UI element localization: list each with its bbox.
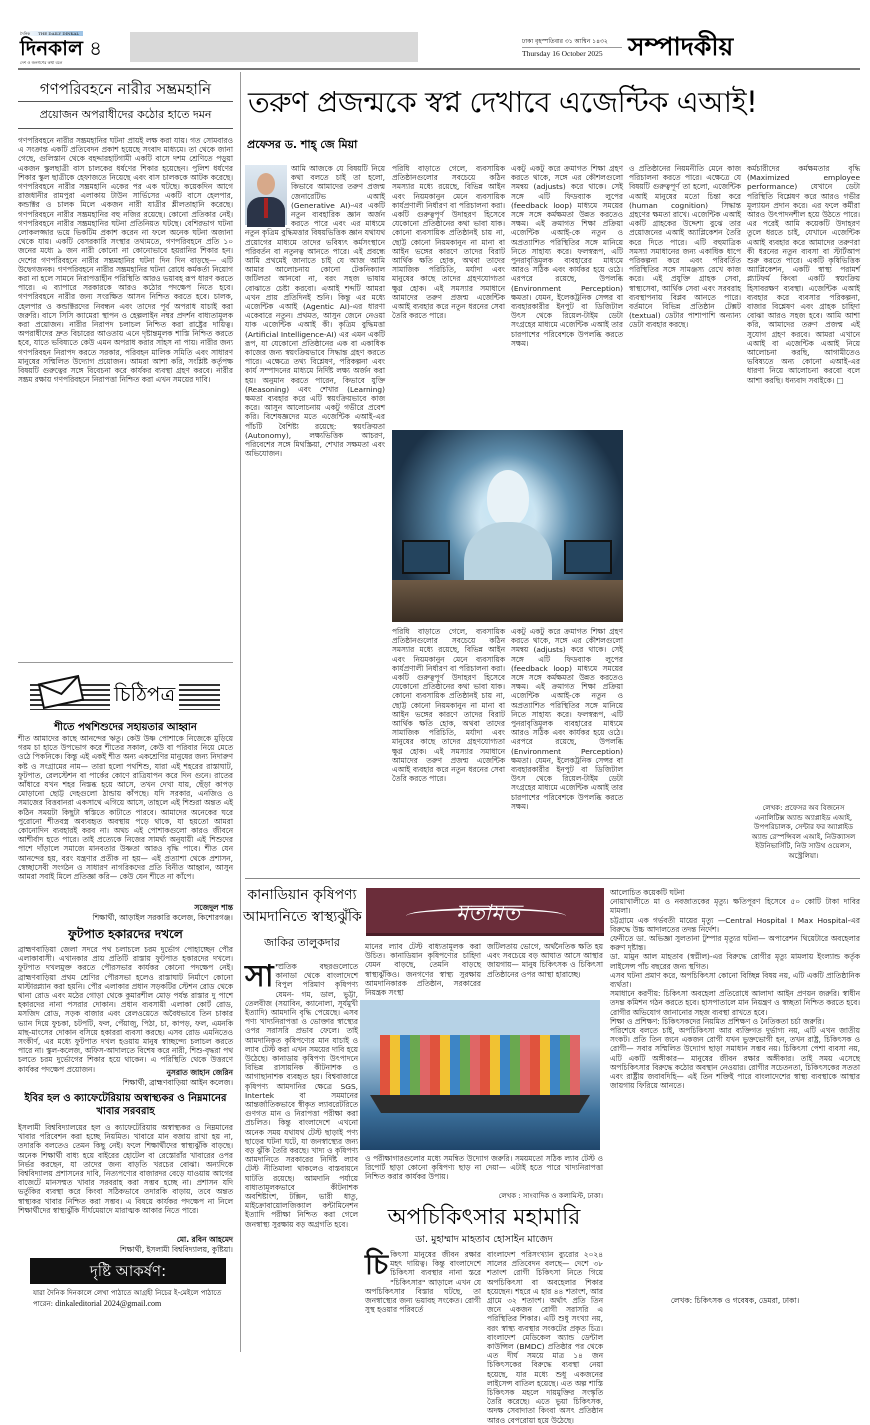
letter-author-affiliation: শিক্ষার্থী, আড়াইল সরকারি কলেজ, কিশোরগঞ্জ। (92, 912, 233, 922)
canada-byline: জাকির তালুকদার (264, 936, 340, 949)
letter-title: ফুটপাত হকারদের দখলে (68, 927, 183, 941)
letter-author (18, 903, 233, 922)
letter-body: ব্রাহ্মণবাড়িয়া জেলা সদরে পথ চলাচলে চরম দুর্ভোগ পোহাচ্ছেন পৌর এলাকাবাসী। এখানকার প্রায় প্রতিটি রাস্তায় ফুটপাত হকারদের দখলে। ফুটপাত দখলমুক্ত করতে পৌরসভার কার্যকর কোনো পদক্ষেপ নেই। ব্রাহ্মণবাড়িয়া প্রথম শ্রেণির পৌরসভা হলেও রাস্তাঘাট নির্মাণে কোনো মাস্টারপ্ল্যান করা হয়নি। পৌর এলাকার প্রধান সড়কটির স্টেশন রোড থেকে থানা রোড এবং মঠের গোড়া থেকে কুমারশীল মোড় পর্যন্ত রাস্তার দু পাশে হকারদের নানা পসরার দোকান। প্রধান ব্যবসায়ী এলাকা কোর্ট রোড, মসজিদ রোড, সড়ক বাজার এবং রেলওয়েতে অবৈধভাবে তিন চাকার ভ্যান দিয়ে ফুচকা, চটপটি, ফল, পেঁয়াজু, পিঠা, চা, কাপড়, ফল, এমনকি মাছ-মাংসের দোকান বসিয়ে হকাররা ব্যবসা করছে। এসব রোড এমনিতেও সংকীর্ণ, এর মধ্যে ফুটপাত দখল হওয়ায় মানুষ স্বাচ্ছন্দ্যে চলাচল করতে পারে না। স্কুল-কলেজ, অফিস-আদালতে বিশেষ করে নারী, শিশু-বৃদ্ধরা পথ চলতে চরম দুর্ভোগের শিকার হয়ে থাকেন। এ পরিস্থিতি থেকে উত্তরণে কার্যকর পদক্ষেপ প্রয়োজন। (18, 945, 233, 1074)
lead-column-wrap (245, 164, 385, 856)
editorial-title-rule (18, 101, 233, 102)
letter-author-affiliation: শিক্ষার্থী, ব্রাহ্মণবাড়িয়া আইন কলেজ। (122, 1077, 233, 1087)
date-block (522, 36, 622, 59)
photo-tie (264, 198, 268, 218)
opinion-banner (366, 888, 604, 936)
quack-text: জটিলতায় ভোগে, অর্থনৈতিক ক্ষতি হয় এবং সবচেয়ে বড় আঘাত আসে আস্থার জায়গায়— মানুষ চিকিৎসক ও চিকিৎসা প্রতিষ্ঠানের ওপর আস্থা হারাচ্ছে। (487, 942, 603, 979)
canada-author-note: লেখক : সাংবাদিক ও কলামিস্ট, ঢাকা। (498, 1192, 603, 1200)
editorial-title: গণপরিবহনে নারীর সম্ভ্রমহানি (39, 80, 212, 98)
notice-text-block (33, 1289, 233, 1309)
header-rule (18, 68, 860, 70)
date-bengali: ঢাকা বৃহস্পতিবার ৩১ আশ্বিন ১৪৩২ (522, 38, 608, 45)
lead-column: একটু একটু করে ক্রমাগত শিক্ষা গ্রহণ করতে থাকে, সঙ্গে এর কৌশলগুলো সমন্বয় (adjusts) করে থাকে। সেই সঙ্গে এটি ফিডব্যাক লুপের (feedback loop) মাধ্যমে সময়ের সঙ্গে সঙ্গে কর্মক্ষমতা উন্নত করতেও সক্ষম। এই ক্রমাগত শিক্ষা প্রক্রিয়া এজেন্টিক এআই-কে নতুন ও অপ্রত্যাশিত পরিস্থিতির সঙ্গে মানিয়ে নিতে সাহায্য করে। ফলস্বরূপ, এটি পুনরাবৃত্তিমূলক ব্যবহারের মাধ্যমে আরও সঠিক এবং কার্যকর হয়ে ওঠে। এরপরে রয়েছে, উপলব্ধি (Environment Perception) ক্ষমতা। যেমন, ইলেকট্রনিক সেন্সর বা ব্যবহারকারীর ইনপুট বা ডিজিটাল উৎস থেকে রিয়েল-টাইম ডেটা সংগ্রহের মাধ্যমে এজেন্টিক এআই তার চারপাশের পরিবেশকে উপলব্ধি করতে সক্ষম। (511, 164, 623, 348)
canada-text: ম্প্রতিক বছরগুলোতে কানাডা থেকে বাংলাদেশে বিপুল পরিমাণ কৃষিপণ্য যেমন- গম, ডাল, ভুট্টা, তেলবীজ (সয়াবিন, ক্যানোলা, সূর্যমুখী ইত্যাদি) আমদানি বৃদ্ধি পেয়েছে। এসব পণ্য খাদ্যনিরাপত্তা ও ভোক্তার স্বাস্থ্যের ওপর সরাসরি প্রভাব ফেলে। তাই আমদানিকৃত কৃষিপণ্যের মান যাচাই ও ল্যাব টেস্ট করা এখন সময়ের দাবি হয়ে উঠেছে। কানাডায় কৃষিপণ্য উৎপাদনে বিভিন্ন রাসায়নিক কীটনাশক ও আগাছানাশক ব্যবহৃত হয়। বিশ্ববাজারে কৃষিপণ্য আমদানির ক্ষেত্রে SGS, Intertek বা সমমানের আন্তর্জাতিকভাবে স্বীকৃত ল্যাবরেটরিতে গুণগত মান ও নিরাপত্তা পরীক্ষা করা প্রচলিত। কিন্তু বাংলাদেশে এখনো অনেক সময় যথাযথ টেস্ট ছাড়াই পণ্য ছাড়ের ঘটনা ঘটে, যা জনস্বাস্থ্যের জন্য বড় ঝুঁকি তৈরি করছে। খাদ্য ও কৃষিপণ্য আমদানিতে সরকারের নির্দিষ্ট ল্যাব টেস্ট নীতিমালা থাকলেও বাস্তবায়নে ঘাটতি রয়েছে। আমদানি পর্যায়ে বাধ্যতামূলকভাবে কীটনাশক অবশিষ্টাংশ, টক্সিন, ভারী ধাতু, মাইক্রোবায়োলজিক্যাল কন্টামিনেশন ইত্যাদি পরীক্ষা নিশ্চিত করা গেলে জনস্বাস্থ্য সুরক্ষায় বড় অগ্রগতি হবে। (245, 962, 358, 1229)
ship-hull (370, 1095, 590, 1113)
envelope-icon (36, 674, 86, 710)
canada-text: মানের ল্যাব টেস্ট বাধ্যতামূলক করা উচিত। কানাডিয়ান কৃষিপণ্যের চাহিদা যেমন বাড়ছে, তেমনি বাড়ছে স্বাস্থ্যঝুঁকিও। জনগণের স্বাস্থ্য সুরক্ষায় আমদানিকারক প্রতিষ্ঠান, সরকারের নিয়ন্ত্রক সংস্থা (365, 942, 481, 998)
monitor-left (402, 540, 450, 574)
quack-headline: অপচিকিৎসার মহামারি (387, 1205, 581, 1230)
ai-head-figure (487, 470, 529, 526)
page-number: ৪ (89, 36, 103, 60)
date-english: Thursday 16 October 2025 (522, 47, 622, 59)
logo-tagline: দেশ ও জনগণের কথা বলে (20, 60, 63, 65)
lead-column: ও প্রতিষ্ঠানের নিয়মনীতি মেনে কাজ পরিচালনা করতে পারে। এক্ষেত্রে যে বিষয়টি গুরুত্বপূর্ণ তা হলো, এজেন্টিক এআই মানুষের মতো চিন্তা করে (human cognition) সিদ্ধান্ত গ্রহণের ক্ষমতা রাখে। এজেন্টিক এআই একটি গ্রাহকের উদ্দেশ্য বুঝে তার প্রয়োজনের এআই অ্যাপ্লিকেশন তৈরি করে দিতে পারে। এটি বহুমাত্রিক সমস্যা সমাধানের জন্য একাধিক ধাপে পরিকল্পনা করে এবং পরিবর্তিত পরিস্থিতির সঙ্গে সামঞ্জস্য রেখে কাজ করে। এই প্রযুক্তি গ্রাহক সেবা, স্বাস্থ্যসেবা, আর্থিক সেবা এবং সরবরাহ ব্যবস্থাপনায় বিপ্লব আনতে পারে। বর্তমানে বিভিন্ন প্রতিষ্ঠান টেক্সট (textual) ডেটার পাশাপাশি অন্যান্য ডেটা ব্যবহার করছে। (629, 164, 741, 330)
column-divider (240, 72, 241, 1352)
opinion-banner-title: মতামত (456, 901, 520, 926)
letters-logo (30, 672, 230, 717)
masthead-logo[interactable] (20, 31, 83, 65)
lead-column: একটু একটু করে ক্রমাগত শিক্ষা গ্রহণ করতে থাকে, সঙ্গে এর কৌশলগুলো সমন্বয় (adjusts) করে থাকে। সেই সঙ্গে এটি ফিডব্যাক লুপের (feedback loop) মাধ্যমে সময়ের সঙ্গে সঙ্গে কর্মক্ষমতা উন্নত করতেও সক্ষম। এই ক্রমাগত শিক্ষা প্রক্রিয়া এজেন্টিক এআই-কে নতুন ও অপ্রত্যাশিত পরিস্থিতির সঙ্গে মানিয়ে নিতে সাহায্য করে। ফলস্বরূপ, এটি পুনরাবৃত্তিমূলক ব্যবহারের মাধ্যমে আরও সঠিক এবং কার্যকর হয়ে ওঠে। এরপরে রয়েছে, উপলব্ধি (Environment Perception) ক্ষমতা। যেমন, ইলেকট্রনিক সেন্সর বা ব্যবহারকারীর ইনপুট বা ডিজিটাল উৎস থেকে রিয়েল-টাইম ডেটা সংগ্রহের মাধ্যমে এজেন্টিক এআই তার চারপাশের পরিবেশকে উপলব্ধি করতে সক্ষম। (511, 627, 623, 811)
letters-rule (18, 662, 233, 663)
quack-byline: ডা. মুহাম্মাদ মাহতাব হোসাইন মাজেদ (415, 1234, 553, 1245)
letters-section-title: চিঠিপত্র (110, 680, 179, 713)
logo-text: দিনকাল (20, 36, 83, 60)
masthead (20, 28, 102, 68)
lead-column: পরিধি বাড়াতে গেলে, ব্যবসায়িক প্রতিষ্ঠানগুলোর সবচেয়ে কঠিন সমস্যার মধ্যে রয়েছে, বিভিন্ন আইন এবং নিয়মকানুন মেনে ব্যবসায়িক কার্যপ্রণালী নির্ধারণ বা পরিচালনা করা। একটি গুরুত্বপূর্ণ উদাহরণ হিসেবে যেকোনো প্রতিষ্ঠানের কথা ভাবা যাক। কোনো ব্যবসায়িক প্রতিষ্ঠানই চায় না, ছোট্ট কোনো নিয়মকানুন না মানা বা আইন ভঙ্গের কারণে তাদের বিরাট আর্থিক ক্ষতি হোক, অথবা তাদের সামাজিক পরিচিতি, মর্যাদা এবং মানুষের কাছে তাদের গ্রহণযোগ্যতা ক্ষুণ্ণ হোক। এই সমস্যার সমাধানে আমাদের তরুণ প্রজন্ম এজেন্টিক এআই ব্যবহার করে নতুন ধরনের সেবা তৈরি করতে পারে। (392, 627, 505, 784)
lead-byline: প্রফেসর ড. শাহ্ জে মিয়া (247, 138, 358, 151)
editorial-subtitle: প্রয়োজন অপরাধীদের কঠোর হাতে দমন (39, 108, 212, 121)
section-rule (245, 878, 860, 879)
logo-top-text: দৈনিক (20, 31, 31, 36)
notice-banner: দৃষ্টি আকর্ষণ: (30, 1258, 226, 1284)
letter-author-name: নুসরাত জাহান জেরিন (166, 1068, 233, 1077)
ai-illustration (392, 430, 623, 622)
ai-desk (392, 580, 623, 622)
section-title: সম্পাদকীয় (628, 32, 734, 61)
quack-text: কিৎসা মানুষের জীবন রক্ষার মহৎ দায়িত্ব। কিন্তু বাংলাদেশে চিকিৎসা ব্যবস্থার নানা স্তরে "চিকিৎসার" আড়ালে এখন যে অপচিকিৎসার বিস্তার ঘটছে, তা জনস্বাস্থ্যের জন্য ভয়াবহ সংকেত। রোগী সুস্থ হওয়ার পরিবর্তে (365, 1250, 481, 1315)
canada-headline-line1: কানাডিয়ান কৃষিপণ্য (247, 887, 357, 903)
monitor-right (564, 540, 612, 574)
ai-figure-body (464, 522, 552, 582)
quack-text: বাংলাদেশ পরিসংখ্যান ব্যুরোর ২০২৪ সালের প্রতিবেদন বলছে— দেশে ৩৮ শতাংশ রোগী চিকিৎসা নিতে গিয়ে অপচিকিৎসা বা অবহেলার শিকার হয়েছেন। শহরে এ হার ৪৪ শতাংশ, আর গ্রামে ৩২ শতাংশ। অর্থাৎ প্রতি তিন জনে একজন রোগী সরাসরি এ পরিস্থিতির শিকার। এটি শুধু সংখ্যা নয়, বরং স্বাস্থ্য ব্যবস্থার সংকটের প্রকৃত চিত্র। বাংলাদেশ মেডিকেল অ্যান্ড ডেন্টাল কাউন্সিল (BMDC) প্রতিষ্ঠার পর থেকে এত দীর্ঘ সময়ে মাত্র ১৪ জন চিকিৎসকের বিরুদ্ধে ব্যবস্থা নেয়া হয়েছে, যার মধ্যে শুধু একজনের লাইসেন্স বাতিল হয়েছে। এত অল্প শাস্তি চিকিৎসক মহলে দায়মুক্তির সংস্কৃতি তৈরি করেছে। এতে ভুয়া চিকিৎসক, অদক্ষ সেবাদাতা কিংবা অসৎ প্রতিষ্ঠান আরও বেপরোয়া হয়ে উঠেছে। (487, 1250, 603, 1425)
cargo-ship-photo (360, 1000, 600, 1150)
ship-containers (380, 1035, 580, 1095)
letter-author (18, 1068, 233, 1087)
letter-author (18, 1235, 233, 1254)
notice-email-link[interactable]: dinkaleditorial 2024@gmail.com (55, 1298, 162, 1308)
quack-right-column: আলোচিত কয়েকটি ঘটনা নোয়াখালীতে মা ও নবজাতকের মৃত্যু। ক্ষতিপূরণ হিসেবে ৫০ কোটি টাকা দাবির মামলা। চট্টগ্রামে এক গর্ভবতী মায়ের মৃত্যু —Central Hospital I Max Hospital-এর বিরুদ্ধে উচ্চ আদালতের তদন্ত নির্দেশ। ফেনীতে ডা. অভিজ্ঞা সুলতানা টুম্পার মৃত্যুর ঘটনা— অপারেশন থিয়েটারে অবহেলার করুণ দৃষ্টান্ত। ডা. মামুন আল মাহতাব (স্বপ্নীল)-এর বিরুদ্ধে রোগীর মৃত্যু মামলায় ইংল্যান্ড কর্তৃক লাইসেন্স পাঁচ বছরের জন্য স্থগিত। এসব ঘটনা প্রমাণ করে, অপচিকিৎসা কোনো বিচ্ছিন্ন বিষয় নয়, এটি একটি প্রাতিষ্ঠানিক ব্যর্থতা। সমাধানে করণীয়: চিকিৎসা অবহেলা প্রতিরোধে আলাদা আইন প্রণয়ন জরুরি। স্বাধীন তদন্ত কমিশন গঠন করতে হবে। হাসপাতালে মান নিয়ন্ত্রণ ও স্বচ্ছতা নিশ্চিত করতে হবে। রোগীর অভিযোগ জানানোর সহজ ব্যবস্থা রাখতে হবে। শিক্ষা ও প্রশিক্ষণ: চিকিৎসকদের নিয়মিত প্রশিক্ষণ ও নৈতিকতা চর্চা জরুরি। পরিশেষে বলতে চাই, অপচিকিৎসা আর ব্যক্তিগত দুর্ভাগ্য নয়, এটি এখন জাতীয় সংকট। প্রতি তিন জনে একজন রোগী যখন ভুক্তভোগী হন, তখন রাষ্ট্র, চিকিৎসক ও রোগী— সবার সম্মিলিত উদ্যোগ ছাড়া সমাধান সম্ভব নয়। চিকিৎসা পেশা ব্যবসা নয়, এটি একটি অঙ্গীকার— মানুষের জীবন রক্ষার অঙ্গীকার। তাই সময় এসেছে অপচিকিৎসার বিরুদ্ধে কঠোর অবস্থান নেওয়ার। রোগীর সচেতনতা, চিকিৎসকের সততা এবং রাষ্ট্রীয় জবাবদিহি— এই তিন শক্তিই পারে বাংলাদেশের স্বাস্থ্য ব্যবস্থাকে আস্থার জায়গায় ফিরিয়ে আনতে। (610, 888, 861, 1091)
editorial-body: গণপরিবহনে নারীর সম্ভ্রমহানির ঘটনা প্রায়ই লক্ষ করা যায়। গত সোমবারও এ সংক্রান্ত একটি প্রতিবেদন প্রকাশ হয়েছে সংবাদ মাধ্যমে। তা থেকে জানা গেছে, গুলিস্তান থেকে বহদ্দারহাটগামী একটি বাসে দশম শ্রেণিতে পড়ুয়া একজন স্কুলছাত্রী বাস চালকের ধর্ষণের শিকার হয়েছেন। পুলিশ ধর্ষণের শিকার স্কুল ছাত্রীকে হেফাজতে নিয়েছে এবং বাস চালককে আটক করেছে। গণপরিবহনে নারীর সম্ভ্রমহানি একের পর এক ঘটছে। কয়েকদিন আগে রাজধানীর রামপুরা এলাকায় টাউন সার্ভিসের একটি বাসে হেলপার, কন্ডাক্টর ও চালক মিলে একজন নারী যাত্রীর শ্লীলতাহানি করেছে। গণপরিবহনে নারীর সম্ভ্রমহানির বহু নজির রয়েছে। কোনো প্রতিকার নেই। গণপরিবহনে নারীর সম্ভ্রমহানির ঘটনা প্রতিনিয়ত ঘটছে। বেশিরভাগ ঘটনা লোকলজ্জার ভয়ে ভিকটিম প্রকাশ করেন না ফলে অনেক ঘটনা অজানা থেকে যায়। একটি বেসরকারি সংস্থার তথ্যমতে, গণপরিবহনে প্রতি ১০ জনের মধ্যে ৯ জন নারী কোনো না কোনোভাবে হয়রানির শিকার হন। দেশের গণপরিবহনে নারীর সম্ভ্রমহানির ঘটনা দিন দিন বাড়ছে— এটি উদ্বেগজনক। গণপরিবহনে নারীর সম্ভ্রমহানির ঘটনা রোধে কর্মকর্তা নিয়োগ করা না হলে সামনে নিরাপত্তাহীন পরিস্থিতি আরও ভয়াবহ রূপ ধারণ করতে পারে। এ ব্যাপারে সরকারকে আরও কঠোর পদক্ষেপ নিতে হবে। গণপরিবহনে নারীর জন্য সংরক্ষিত আসন নিশ্চিত করতে হবে। চালক, হেলপার ও কন্ডাক্টরদের নিবন্ধন এবং তাদের পূর্ব অপরাধ যাচাই করা জরুরি। বাসে সিসি ক্যামেরা স্থাপন ও হেল্পলাইন নম্বর প্রদর্শন বাধ্যতামূলক করা প্রয়োজন। নারীর নিরাপদ চলাচল নিশ্চিত করা রাষ্ট্রের দায়িত্ব। অপরাধীদের দ্রুত বিচারের আওতায় এনে দৃষ্টান্তমূলক শাস্তি নিশ্চিত করতে হবে, যাতে ভবিষ্যতে কেউ এমন অপরাধ করার সাহস না পায়। নারীর জন্য গণপরিবহন নিরাপদ করতে সরকার, পরিবহন মালিক সমিতি এবং সাধারণ মানুষের সম্মিলিত উদ্যোগ প্রয়োজন। আমরা আশা করি, সংশ্লিষ্ট কর্তৃপক্ষ বিষয়টি গুরুত্বের সঙ্গে বিবেচনা করে কার্যকর ব্যবস্থা গ্রহণ করবে। নারীর সম্ভ্রম রক্ষায় গণপরিবহনে নিরাপত্তা নিশ্চিত করা এখন সময়ের দাবি। (18, 136, 233, 385)
lead-column: আমি আজকে যে বিষয়টি নিয়ে কথা বলতে চাই তা হলো, কিভাবে আমাদের তরুণ প্রজন্ম জেনারেটিভ এআই (Generative AI)-এর একটি নতুন ব্যবহারিক জ্ঞান অর্জন করতে পারে এবং এর মাধ্যমে নতুন কৃত্রিম বুদ্ধিমত্তার বিষয়ভিত্তিক জ্ঞান যথাযথ প্রয়োগের মাধ্যমে তাদের ভবিষ্যৎ কর্মসংস্থানে পরিবর্তন বা নতুনত্ব আনতে পারে। এই প্রবন্ধে আমি প্রথমেই জানাতে চাই যে আজ আমি আমার আলোচনায় কোনো টেকনিক্যাল জটিলতা আনবো না, বরং সহজ ভাষায় বোঝাতে চেষ্টা করবো। এআই শব্দটি আমরা এখন প্রায় প্রতিদিনই শুনি। কিন্তু এর মধ্যে এজেন্টিক এআই (Agentic AI)-এর ধারণা একেবারে নতুন। প্রথমত, আসুন জেনে নেওয়া যাক এজেন্টিক এআই কী। কৃত্রিম বুদ্ধিমত্তা (Artificial Intelligence-AI) এর এমন একটি রূপ, যা যেকোনো প্রতিষ্ঠানের এক বা একাধিক কাজের জন্য স্বয়ংক্রিয়ভাবে সিদ্ধান্ত গ্রহণ করতে পারে। এক্ষেত্রে তথ্য বিশ্লেষণ, পরিকল্পনা এবং কার্য সম্পাদনের মাধ্যমে নির্দিষ্ট লক্ষ্য অর্জন করা হয়। অনুমান করতে পারেন, কিভাবে যুক্তি (Reasoning) এবং শেখার (Learning) ক্ষমতা ব্যবহার করে এটি স্বয়ংক্রিয়ভাবে কাজ করে। আসুন আলোচনায় একটু গভীরে প্রবেশ করি। বিশেষজ্ঞদের মতে এজেন্টিক এআই-এর পাঁচটি বৈশিষ্ট্য রয়েছে: স্বয়ংক্রিয়তা (Autonomy), লক্ষ্যভিত্তিক আচরণ, পরিবেশের সঙ্গে মিথস্ক্রিয়া, শেখার সক্ষমতা এবং অভিযোজন। (245, 164, 385, 459)
quack-author-note: লেখক: চিকিৎসক ও গবেষক, ডেমরা, ঢাকা। (670, 1296, 800, 1305)
photo-head (257, 173, 275, 195)
canada-dropcap: সা (245, 959, 274, 994)
lead-column: কর্মচারীদের কর্মক্ষমতার বৃদ্ধি (Maximized employee performance) যেখানে ডেটা পরিস্থিতি বিশ্লেষণ করে আরও গভীর মূল্যায়ন প্রদান করে। এর ফলে কর্মীরা আরও উৎপাদনশীল হয়ে উঠতে পারে। এর পরেই আমি কয়েকটি উদাহরণ তুলে ধরতে চাই, যেখানে এজেন্টিক এআই ব্যবহার করে আমাদের তরুণরা কী ধরনের নতুন ব্যবসা বা স্টার্টআপ শুরু করতে পারে। একটি কৃষিভিত্তিক অ্যাপ্লিকেশন, একটি স্বাস্থ্য পরামর্শ প্ল্যাটফর্ম কিংবা একটি স্বয়ংক্রিয় হিসাবরক্ষণ ব্যবস্থা। এজেন্টিক এআই ব্যবহার করে ব্যবসার পরিকল্পনা, বাজার বিশ্লেষণ এবং গ্রাহক চাহিদা বোঝা আরও সহজ হবে। আমি আশা করি, আমাদের তরুণ প্রজন্ম এই সুযোগ গ্রহণ করবে। আমরা এখানে এআই বা এজেন্টিক এআই নিয়ে আলোচনা করছি, আগামীতেও ভবিষ্যতে অন্য কোনো এআই-এর ধারণা নিয়ে আলোচনা করবো বলে আশা করছি। ধন্যবাদ সবাইকে। □ (747, 164, 860, 385)
editorial-rule (18, 128, 233, 129)
letter-body: ইসলামী বিশ্ববিদ্যালয়ের হল ও ক্যাফেটেরিয়ায় অস্বাস্থ্যকর ও নিম্নমানের খাবার পরিবেশন করা হচ্ছে নিয়মিত। খাবারে মান বজায় রাখা হয় না, তদারকি বলতেও তেমন কিছু নেই। ফলে শিক্ষার্থীদের স্বাস্থ্যঝুঁকি বাড়ছে। অনেক শিক্ষার্থী বাধ্য হয়ে বাইরের হোটেল বা রেস্তোরাঁর খাবারের ওপর নির্ভর করছেন, যা তাদের জন্য বাড়তি খরচের বোঝা। অন্যদিকে বিশ্ববিদ্যালয় প্রশাসনের দাবি, নিত্যপণ্যের বাজারদর বেড়ে যাওয়ায় আগের বাজেটে মানসম্মত খাবার সরবরাহ করা সম্ভব হচ্ছে না। প্রশাসন যদি ভর্তুকির ব্যবস্থা করে কিংবা সঠিকভাবে তদারকি বাড়ায়, তবে অন্তত স্বাস্থ্যকর খাবার নিশ্চিত করা সম্ভব। এ বিষয়ে কার্যকর পদক্ষেপ না নিলে শিক্ষার্থীদের স্বাস্থ্যঝুঁকি দীর্ঘমেয়াদে মারাত্মক আকার নিতে পারে। (18, 1123, 233, 1215)
logo-english-text: THE DAILY DINKAL (38, 31, 80, 36)
canada-headline-line2: আমদানিতে স্বাস্থ্যঝুঁকি (243, 909, 362, 925)
author-photo (245, 165, 287, 225)
canada-text: ও পরীক্ষাগারগুলোর মধ্যে সমন্বিত উদ্যোগ জরুরি। সময়মতো সঠিক ল্যাব টেস্ট ও রিপোর্ট ছাড়া কোনো কৃষিপণ্য ছাড় না দেয়া— এটাই হতে পারে খাদ্যনিরাপত্তা নিশ্চিত করার কার্যকর উপায়। (365, 1154, 603, 1182)
quack-body (365, 1250, 481, 1350)
letter-author-affiliation: শিক্ষার্থী, ইসলামী বিশ্ববিদ্যালয়, কুষ্টিয়া। (119, 1244, 233, 1254)
canada-body (245, 959, 358, 1350)
letter-author-name: মো. রবিন আহমেদ (176, 1235, 233, 1244)
lead-column: পরিধি বাড়াতে গেলে, ব্যবসায়িক প্রতিষ্ঠানগুলোর সবচেয়ে কঠিন সমস্যার মধ্যে রয়েছে, বিভিন্ন আইন এবং নিয়মকানুন মেনে ব্যবসায়িক কার্যপ্রণালী নির্ধারণ বা পরিচালনা করা। একটি গুরুত্বপূর্ণ উদাহরণ হিসেবে যেকোনো প্রতিষ্ঠানের কথা ভাবা যাক। কোনো ব্যবসায়িক প্রতিষ্ঠানই চায় না, ছোট্ট কোনো নিয়মকানুন না মানা বা আইন ভঙ্গের কারণে তাদের বিরাট আর্থিক ক্ষতি হোক, অথবা তাদের সামাজিক পরিচিতি, মর্যাদা এবং মানুষের কাছে তাদের গ্রহণযোগ্যতা ক্ষুণ্ণ হোক। এই সমস্যার সমাধানে আমাদের তরুণ প্রজন্ম এজেন্টিক এআই ব্যবহার করে নতুন ধরনের সেবা তৈরি করতে পারে। (392, 164, 505, 321)
notice-text: যারা দৈনিক দিনকালে লেখা পাঠাতে আগ্রহী নিচের ই-মেইলে পাঠাতে পারেন: (33, 1289, 222, 1308)
letter-body: শীত আমাদের কাছে আনন্দের ঋতু। কেউ উষ্ণ পোশাকে নিজেকে মুড়িয়ে গরম চা হাতে উপভোগ করে শীতের সকাল, কেউ বা পরিবার নিয়ে মেতে ওঠে পিকনিকে। কিন্তু এই একই শীত অন্য একশ্রেণির মানুষের জন্য নিদারুণ কষ্ট ও সংগ্রামের নাম— তারা হলো পথশিশু, যারা এই শহরের রাস্তাঘাট, ফুটপাত, রেলস্টেশন বা পার্কের কোণে রাত্রিযাপন করে দিন গুনে। রাতের আঁধারে যখন শহর নিস্তব্ধ হয়ে আসে, তখন দেখা যায়, ছেঁড়া কাপড় মোড়ানো ছোট্ট দেহগুলো ঠান্ডায় কাঁপছে। যদি সরকার, এনজিও ও সমাজের বিত্তবানরা একসাথে এগিয়ে আসে, তাহলে এই শিশুরা অন্তত এই কঠিন সময়টা কিছুটা স্বস্তিতে কাটাতে পারবে। আমাদের অনেকের ঘরে পুরোনো শীতবস্ত্র অব্যবহৃত অবস্থায় পড়ে থাকে, যা হয়তো আমরা কোনোদিন ব্যবহারই করব না। অথচ এই পোশাকগুলো কারও জীবনে আশীর্বাদ হতে পারে। তাই প্রত্যেকে নিজের সামর্থ্য অনুযায়ী এই শিশুদের পাশে দাঁড়ালে সমাজে মানবতার উষ্ণতা আরও বৃদ্ধি পাবে। শীত যেন আনন্দের হয়, বরং যন্ত্রণার প্রতীক না হয়— এই প্রত্যাশা থেকে প্রশাসন, স্বেচ্ছাসেবী সংগঠন ও সাধারণ নাগরিকদের প্রতি বিনীত আহ্বান, আসুন আমরা সবাই মিলে প্রতিজ্ঞা করি— কেউ যেন শীতে না কাঁপে। (18, 734, 233, 882)
letter-title: শীতে পথশিশুদের সহায়তার আহ্বান (54, 722, 197, 733)
ad-placeholder (130, 32, 418, 62)
letter-author-name: সজেদুল শান্ত (194, 903, 233, 912)
quack-dropcap: চি (365, 1248, 389, 1281)
lead-author-note: লেখক: প্রফেসর অব বিজনেস এনালিটিক্স অ্যান্ড অ্যাপ্লাইড এআই, উপপরিচালক, সেন্টার ফর অ্যাপ্লাইড অ্যান্ড রেস্পন্সিবল এআই, নিউক্যাসল ইউনিভার্সিটি, নিউ সাউথ ওয়েলস, অস্ট্রেলিয়া। (751, 804, 856, 860)
letter-title: ইবির হল ও ক্যাফেটেরিয়ায় অস্বাস্থ্যকর ও নিম্নমানের খাবার সরবরাহ (24, 1093, 227, 1117)
lead-headline: তরুণ প্রজন্মকে স্বপ্ন দেখাবে এজেন্টিক এআই! (248, 85, 758, 119)
